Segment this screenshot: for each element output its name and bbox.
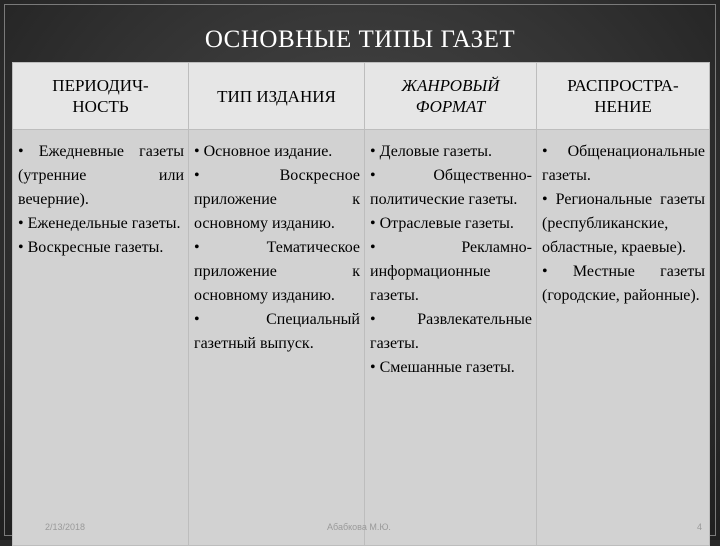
cell-publication-type xyxy=(189,130,365,546)
cell-distribution xyxy=(537,130,710,546)
list-item: • Основное издание. xyxy=(194,143,333,160)
slide-title: ОСНОВНЫЕ ТИПЫ ГАЗЕТ xyxy=(204,26,516,53)
list-item: • Смешанные газеты. xyxy=(370,359,515,376)
header-distribution: РАСПРОСТРА- НЕНИЕ xyxy=(537,63,710,130)
header-genre-format: ЖАНРОВЫЙ ФОРМАТ xyxy=(365,63,537,130)
table-header-row xyxy=(13,63,710,130)
newspaper-types-table xyxy=(12,62,710,546)
list-item: • Еженедельные газеты. xyxy=(18,215,181,232)
header-periodicity: ПЕРИОДИЧ- НОСТЬ xyxy=(13,63,189,130)
list-item: • Общенациональные газеты. xyxy=(542,143,705,184)
list-item: • Воскресные газеты. xyxy=(18,239,164,256)
list-item: • Деловые газеты. xyxy=(370,143,493,160)
list-item: • Воскресное приложение к основному изданию. xyxy=(194,167,360,232)
list-item: • Общественно-политические газеты. xyxy=(370,167,532,208)
list-item: • Рекламно-информационные газеты. xyxy=(370,239,532,304)
list-item: • Отраслевые газеты. xyxy=(370,215,514,232)
list-item: • Специальный газетный выпуск. xyxy=(194,311,360,352)
list-item: • Региональные газеты (республиканские, областные, краевые). xyxy=(542,191,705,256)
footer-page-number: 4 xyxy=(697,522,703,532)
header-publication-type: ТИП ИЗДАНИЯ xyxy=(189,63,365,130)
table-row xyxy=(13,130,710,546)
list-item: • Тематическое приложение к основному изданию. xyxy=(194,239,360,304)
list-item: • Ежедневные газеты (утренние или вечерние). xyxy=(18,143,184,208)
cell-periodicity xyxy=(13,130,189,546)
cell-genre-format xyxy=(365,130,537,546)
footer-author: Абабкова М.Ю. xyxy=(327,522,391,532)
list-item: • Развлекательные газеты. xyxy=(370,311,532,352)
list-item: • Местные газеты (городские, районные). xyxy=(542,263,705,304)
footer-date: 2/13/2018 xyxy=(45,522,86,532)
